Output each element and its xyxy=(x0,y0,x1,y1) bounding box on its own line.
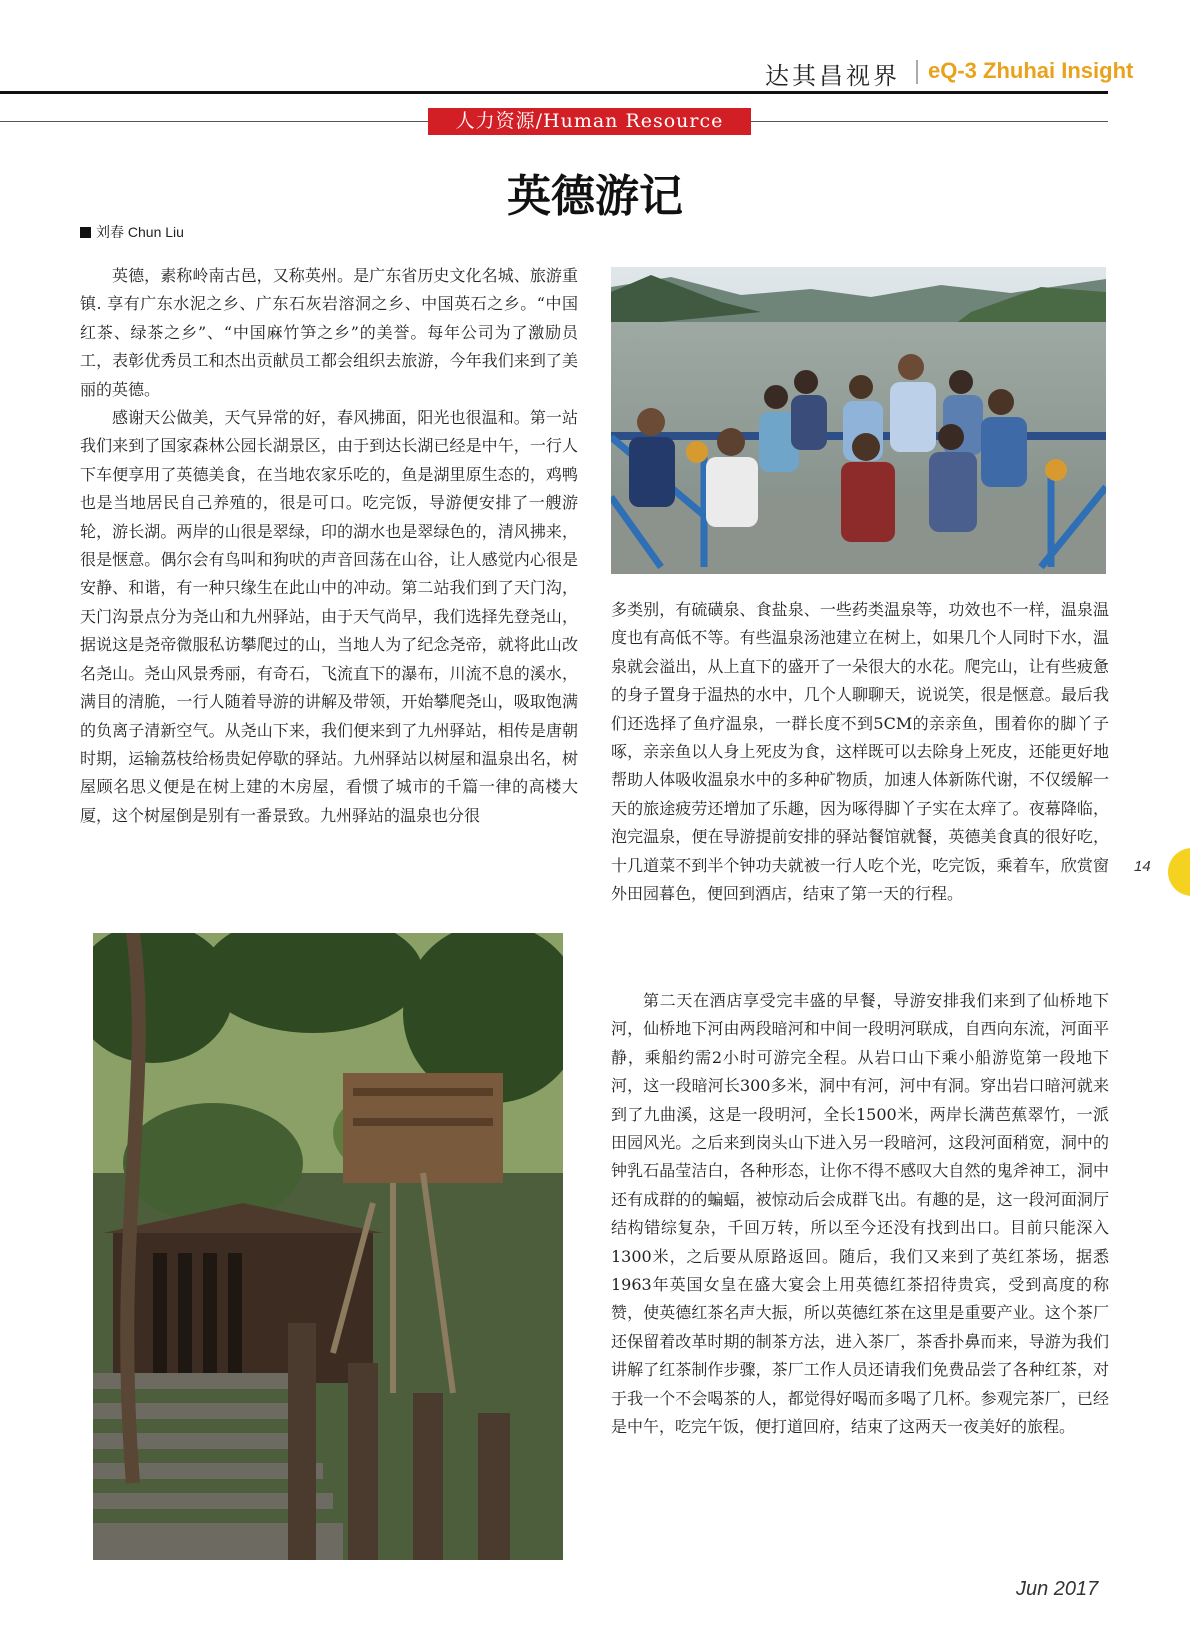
header-divider xyxy=(916,60,918,84)
section-tag: 人力资源/Human Resource xyxy=(428,108,751,135)
header-rule xyxy=(0,91,1108,94)
page-number: 14 xyxy=(1134,858,1151,875)
paragraph: 英德，素称岭南古邑，又称英州。是广东省历史文化名城、旅游重镇. 享有广东水泥之乡、广东石灰岩溶洞之乡、中国英石之乡。“中国红茶、绿茶之乡”、“中国麻竹笋之乡”的美誉。每年公司为了激励员工，表彰优秀员工和杰出贡献员工都会组织去旅游，今年我们来到了美丽的英德。 xyxy=(80,266,578,399)
treehouse-photo xyxy=(93,933,563,1560)
magazine-logo: eQ-3 Zhuhai Insight xyxy=(928,58,1134,83)
article-title: 英德游记 xyxy=(507,171,683,222)
right-column-bottom xyxy=(611,987,1109,1557)
byline-square-icon xyxy=(80,227,91,238)
right-column-top xyxy=(611,596,1109,984)
issue-date: Jun 2017 xyxy=(1016,1578,1099,1600)
page-marker-dot xyxy=(1168,848,1190,896)
paragraph: 感谢天公做美，天气异常的好，春风拂面，阳光也很温和。第一站我们来到了国家森林公园长湖景区，由于到达长湖已经是中午，一行人下车便享用了英德美食，在当地农家乐吃的，鱼是湖里原生态的，鸡鸭也是当地居民自己养殖的，很是可口。吃完饭，导游便安排了一艘游轮，游长湖。两岸的山很是翠绿，印的湖水也是翠绿色的，清风拂来，很是惬意。偶尔会有鸟叫和狗吠的声音回荡在山谷，让人感觉内心很是安静、和谐，有一种只缘生在此山中的冲动。第二站我们到了天门沟，天门沟景点分为尧山和九州驿站，由于天气尚早，我们选择先登尧山，据说这是尧帝微服私访攀爬过的山，当地人为了纪念尧帝，就将此山改名尧山。尧山风景秀丽，有奇石，飞流直下的瀑布，川流不息的溪水，满目的清脆，一行人随着导游的讲解及带领，开始攀爬尧山，吸取饱满的负离子清新空气。从尧山下来，我们便来到了九州驿站，相传是唐朝时期，运输荔枝给杨贵妃停歇的驿站。九州驿站以树屋和温泉出名，树屋顾名思义便是在树上建的木房屋，看惯了城市的千篇一律的高楼大厦，这个树屋倒是别有一番景致。九州驿站的温泉也分很 xyxy=(80,408,578,825)
left-column xyxy=(80,262,578,920)
author-name: 刘春 Chun Liu xyxy=(96,224,184,240)
group-photo-lake xyxy=(611,267,1106,574)
byline xyxy=(80,222,184,242)
paragraph: 第二天在酒店享受完丰盛的早餐，导游安排我们来到了仙桥地下河，仙桥地下河由两段暗河和中间一段明河联成，自西向东流，河面平静，乘船约需2小时可游完全程。从岩口山下乘小船游览第一段地下河，这一段暗河长300多米，洞中有河，河中有洞。穿出岩口暗河就来到了九曲溪，这是一段明河，全长1500米，两岸长满芭蕉翠竹，一派田园风光。之后来到岗头山下进入另一段暗河，这段河面稍宽，洞中的钟乳石晶莹洁白，各种形态，让你不得不感叹大自然的鬼斧神工，洞中还有成群的的蝙蝠，被惊动后会成群飞出。有趣的是，这一段河面洞厅结构错综复杂，千回万转，所以至今还没有找到出口。目前只能深入1300米，之后要从原路返回。随后，我们又来到了英红茶场，据悉1963年英国女皇在盛大宴会上用英德红茶招待贵宾，受到高度的称赞，使英德红茶名声大振，所以英德红茶在这里是重要产业。这个茶厂还保留着改革时期的制茶方法，进入茶厂，茶香扑鼻而来，导游为我们讲解了红茶制作步骤，茶厂工作人员还请我们免费品尝了各种红茶，对于我一个不会喝茶的人，都觉得好喝而多喝了几杯。参观完茶厂，已经是中午，吃完午饭，便打道回府，结束了这两天一夜美好的旅程。 xyxy=(611,991,1109,1437)
magazine-brand: 达其昌视界 xyxy=(765,62,900,90)
paragraph: 多类别，有硫磺泉、食盐泉、一些药类温泉等，功效也不一样，温泉温度也有高低不等。有些温泉汤池建立在树上，如果几个人同时下水，温泉就会溢出，从上直下的盛开了一朵很大的水花。爬完山，让有些疲惫的身子置身于温热的水中，几个人聊聊天，说说笑，很是惬意。最后我们还选择了鱼疗温泉，一群长度不到5CM的亲亲鱼，围着你的脚丫子啄，亲亲鱼以人身上死皮为食，这样既可以去除身上死皮，还能更好地帮助人体吸收温泉水中的多种矿物质，加速人体新陈代谢，不仅缓解一天的旅途疲劳还增加了乐趣，因为啄得脚丫子实在太痒了。夜幕降临，泡完温泉，便在导游提前安排的驿站餐馆就餐，英德美食真的很好吃，十几道菜不到半个钟功夫就被一行人吃个光，吃完饭，乘着车，欣赏窗外田园暮色，便回到酒店，结束了第一天的行程。 xyxy=(611,600,1109,904)
